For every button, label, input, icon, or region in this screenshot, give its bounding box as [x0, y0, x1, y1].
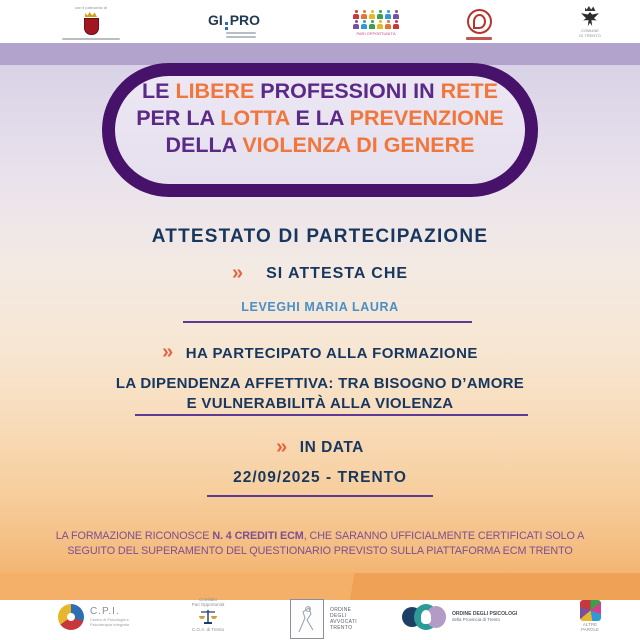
patronage-caption: con il patrocinio di [74, 5, 108, 10]
gipro-tagline-bar [226, 36, 256, 38]
illegible-caption-bar [62, 38, 120, 40]
comune-caption-line1: COMUNE [581, 28, 599, 33]
comitato-caption-line2: Pari Opportunità [191, 602, 225, 607]
title-segment: VIOLENZA DI GENERE [242, 133, 475, 157]
pari-opportunita-logo [344, 10, 408, 36]
title-segment: RETE [440, 79, 498, 103]
comitato-caption-line1: Comitato [198, 597, 217, 602]
title-segment: DELLA [165, 133, 243, 157]
psicologi-subtitle: della Provincia di Trento [452, 617, 501, 622]
altre-parole-caption [581, 622, 599, 632]
avvocati-line4: TRENTO [330, 625, 353, 631]
title-segment: LIBERE [175, 79, 261, 103]
title-segment: LE [141, 79, 176, 103]
eagle-icon [581, 12, 599, 26]
avvocati-sketch-icon [290, 599, 324, 639]
cpi-pinwheel-icon [58, 604, 84, 630]
ecm-note-line1 [0, 529, 640, 544]
chevron-right-icon: » [276, 436, 288, 458]
emblem-logo [462, 9, 496, 40]
date-label: IN DATA [299, 439, 364, 456]
ecm-note-line2: SEGUITO DEL SUPERAMENTO DEL QUESTIONARIO PREVISTO SULLA PIATTAFORMA ECM TRENTO [67, 545, 573, 557]
gipro-colon-icon [225, 22, 228, 30]
people-icons-row [353, 10, 399, 19]
attest-row [0, 264, 640, 284]
title-segment: LOTTA [220, 106, 296, 130]
title-segment: PREVENZIONE [349, 106, 504, 130]
comune-caption-line2: DI TRENTO [579, 33, 601, 38]
orange-band [0, 573, 640, 600]
avvocati-line3: AVVOCATI [330, 619, 357, 625]
participation-row [0, 343, 640, 363]
crown-icon [85, 12, 97, 17]
event-title-line3 [102, 132, 538, 159]
course-title-line1: LA DIPENDENZA AFFETTIVA: TRA BISOGNO D’AMORE [115, 375, 525, 392]
crown-icon [585, 6, 596, 11]
date-row [0, 438, 640, 458]
ecm-credits-note [0, 529, 640, 559]
altre-parole-logo [575, 600, 605, 632]
attest-label: SI ATTESTA CHE [266, 265, 409, 282]
title-segment: PER LA [136, 106, 221, 130]
comitato-caption-top [192, 597, 225, 607]
underline-rule [183, 321, 472, 323]
cpi-logo [58, 604, 129, 630]
cpi-subtitle-line1: Centro di Psicologia e [90, 617, 129, 622]
emblem-caption-bar [466, 37, 492, 40]
cpi-subtitle-line2: Psicoterapia Integrata [90, 622, 129, 627]
lavender-band [0, 43, 640, 65]
shield-icon [84, 18, 99, 35]
participant-name: LEVEGHI MARIA LAURA [241, 300, 399, 314]
ordine-psicologi-logo [402, 603, 517, 631]
event-title-line2 [102, 105, 538, 132]
comitato-pari-opportunita-logo [180, 597, 236, 632]
ecm-credits-bold: N. 4 CREDITI ECM [212, 530, 304, 542]
psicologi-circles-icon [402, 603, 446, 631]
gipro-part1: GI [207, 12, 223, 28]
avvocati-caption [330, 607, 357, 631]
gipro-logo [198, 12, 270, 38]
certificate-heading: ATTESTATO DI PARTECIPAZIONE [151, 226, 489, 247]
comune-trento-logo [566, 6, 614, 38]
altre-parole-line2: PAROLE [581, 627, 599, 632]
gipro-part2: PRO [229, 12, 261, 28]
course-title [0, 374, 640, 414]
chevron-right-icon: » [231, 262, 245, 284]
ordine-avvocati-logo [290, 599, 357, 639]
avvocati-line1: ORDINE [330, 607, 352, 613]
psicologi-title: ORDINE DEGLI PSICOLOGI [452, 611, 518, 617]
title-segment: E LA [295, 106, 350, 130]
comune-caption [579, 28, 600, 38]
title-segment: PROFESSIONI IN [260, 79, 441, 103]
cpi-title: C.P.I. [90, 606, 120, 617]
chevron-right-icon: » [162, 341, 174, 363]
participation-label: HA PARTECIPATO ALLA FORMAZIONE [185, 344, 478, 362]
avvocati-line2: DEGLI [330, 613, 347, 619]
ecm-note-text: LA FORMAZIONE RICONOSCE [55, 530, 213, 542]
underline-rule [207, 495, 433, 497]
pari-opportunita-caption: PARI OPPORTUNITÀ [356, 31, 396, 36]
scales-of-justice-icon [198, 608, 218, 626]
patronage-logo [55, 5, 127, 40]
comitato-caption-bottom: C.O.A. di Trento [191, 627, 225, 632]
ecm-note-text: , CHE SARANNO UFFICIALMENTE CERTIFICATI SOLO A [303, 530, 585, 542]
people-icons-row [353, 20, 399, 29]
course-title-line2: E VULNERABILITÀ ALLA VIOLENZA [186, 395, 454, 412]
emblem-ring-icon [467, 9, 492, 34]
altre-parole-line1: ALTRE [582, 622, 598, 627]
underline-rule [135, 414, 528, 416]
mosaic-icon [580, 600, 601, 621]
event-title [102, 78, 538, 159]
event-title-line1 [102, 78, 538, 105]
date-value: 22/09/2025 - TRENTO [233, 469, 407, 486]
gipro-wordmark [208, 12, 260, 30]
gipro-tagline-bar [226, 32, 256, 34]
